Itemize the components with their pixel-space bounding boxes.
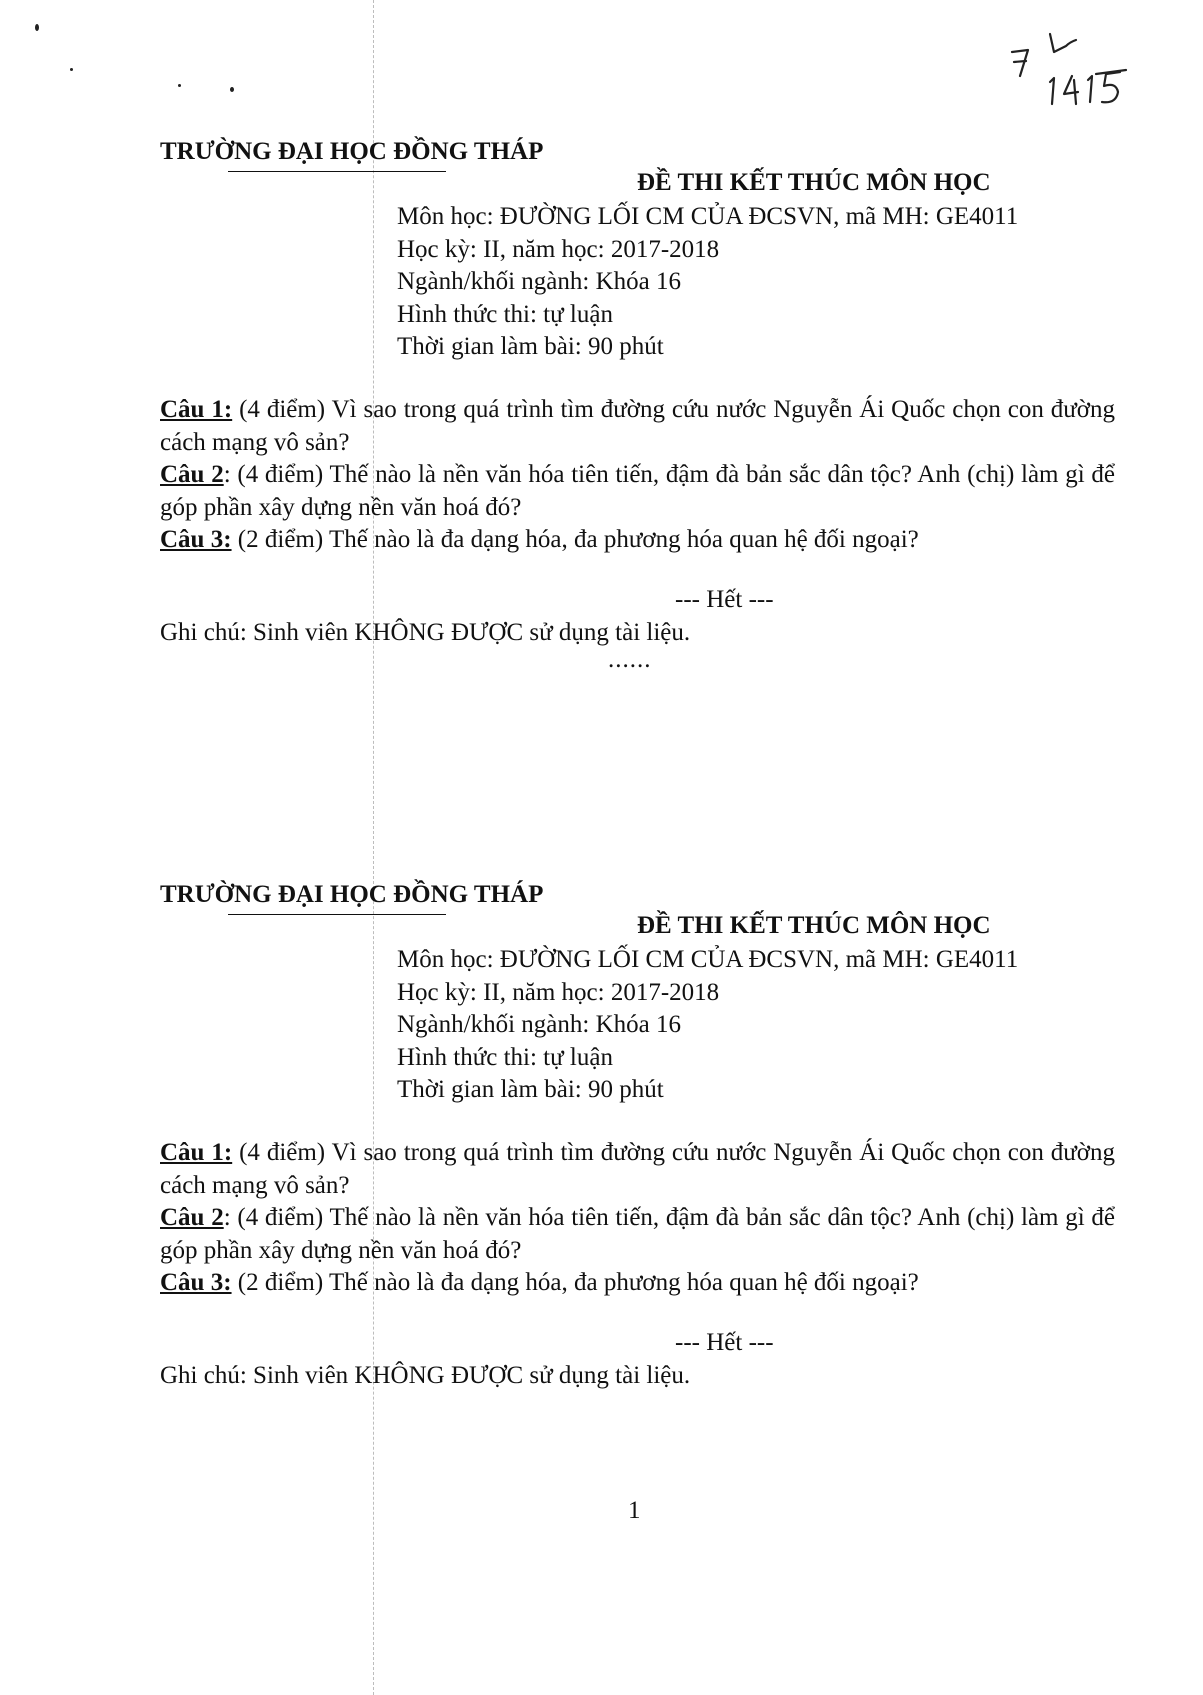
question-2 bbox=[160, 1202, 1115, 1267]
scan-speck bbox=[70, 68, 73, 71]
exam-info bbox=[397, 201, 1018, 364]
school-underline bbox=[228, 171, 446, 172]
note: Ghi chú: Sinh viên KHÔNG ĐƯỢC sử dụng tài liệu. bbox=[160, 1362, 691, 1389]
exam-title: ĐỀ THI KẾT THÚC MÔN HỌC bbox=[637, 169, 991, 196]
question-3 bbox=[160, 1267, 1115, 1300]
info-duration: Thời gian làm bài: 90 phút bbox=[397, 1076, 664, 1103]
question-label: Câu 2 bbox=[160, 1204, 224, 1231]
question-label: Câu 1: bbox=[160, 1139, 233, 1166]
question-list bbox=[160, 394, 1115, 557]
question-3 bbox=[160, 524, 1115, 557]
end-mark: --- Hết --- bbox=[675, 1329, 774, 1356]
question-label: Câu 3: bbox=[160, 526, 232, 553]
question-label: Câu 1: bbox=[160, 396, 233, 423]
exam-block-2 bbox=[0, 881, 1203, 1441]
page-number: 1 bbox=[628, 1497, 641, 1524]
info-major: Ngành/khối ngành: Khóa 16 bbox=[397, 1011, 681, 1038]
exam-block-1 bbox=[0, 138, 1203, 698]
scan-speck bbox=[35, 24, 39, 31]
question-text: (4 điểm) Vì sao trong quá trình tìm đường cứu nước Nguyễn Ái Quốc chọn con đường cách mạng vô sản? bbox=[160, 396, 1115, 456]
info-format: Hình thức thi: tự luận bbox=[397, 1043, 613, 1071]
question-label: Câu 3: bbox=[160, 1269, 232, 1296]
note: Ghi chú: Sinh viên KHÔNG ĐƯỢC sử dụng tài liệu. bbox=[160, 619, 691, 646]
question-2 bbox=[160, 459, 1115, 524]
info-subject: Môn học: ĐƯỜNG LỐI CM CỦA ĐCSVN, mã MH: GE4011 bbox=[397, 946, 1019, 973]
school-name: TRƯỜNG ĐẠI HỌC ĐỒNG THÁP bbox=[160, 138, 544, 165]
school-name: TRƯỜNG ĐẠI HỌC ĐỒNG THÁP bbox=[160, 881, 544, 908]
info-subject: Môn học: ĐƯỜNG LỐI CM CỦA ĐCSVN, mã MH: GE4011 bbox=[397, 203, 1019, 230]
exam-info bbox=[397, 944, 1018, 1107]
question-list bbox=[160, 1137, 1115, 1300]
school-underline bbox=[228, 914, 446, 915]
question-text: (2 điểm) Thế nào là đa dạng hóa, đa phương hóa quan hệ đối ngoại? bbox=[231, 1269, 919, 1296]
scan-speck bbox=[230, 87, 234, 92]
info-format: Hình thức thi: tự luận bbox=[397, 300, 613, 328]
scan-speck bbox=[178, 84, 181, 87]
question-text: : (4 điểm) Thế nào là nền văn hóa tiên tiến, đậm đà bản sắc dân tộc? Anh (chị) làm gì để góp phần xây dựng nền văn hoá đó? bbox=[160, 461, 1115, 521]
info-semester: Học kỳ: II, năm học: 2017-2018 bbox=[397, 978, 720, 1006]
question-1 bbox=[160, 1137, 1115, 1202]
question-1 bbox=[160, 394, 1115, 459]
exam-title: ĐỀ THI KẾT THÚC MÔN HỌC bbox=[637, 912, 991, 939]
handwritten-mark bbox=[1010, 30, 1160, 110]
question-text: (2 điểm) Thế nào là đa dạng hóa, đa phương hóa quan hệ đối ngoại? bbox=[231, 526, 919, 553]
end-mark: --- Hết --- bbox=[675, 586, 774, 613]
separator-dots: ...... bbox=[608, 646, 652, 673]
question-text: : (4 điểm) Thế nào là nền văn hóa tiên tiến, đậm đà bản sắc dân tộc? Anh (chị) làm gì để góp phần xây dựng nền văn hoá đó? bbox=[160, 1204, 1115, 1264]
question-text: (4 điểm) Vì sao trong quá trình tìm đường cứu nước Nguyễn Ái Quốc chọn con đường cách mạng vô sản? bbox=[160, 1139, 1115, 1199]
question-label: Câu 2 bbox=[160, 461, 224, 488]
info-semester: Học kỳ: II, năm học: 2017-2018 bbox=[397, 235, 720, 263]
info-duration: Thời gian làm bài: 90 phút bbox=[397, 333, 664, 360]
info-major: Ngành/khối ngành: Khóa 16 bbox=[397, 268, 681, 295]
